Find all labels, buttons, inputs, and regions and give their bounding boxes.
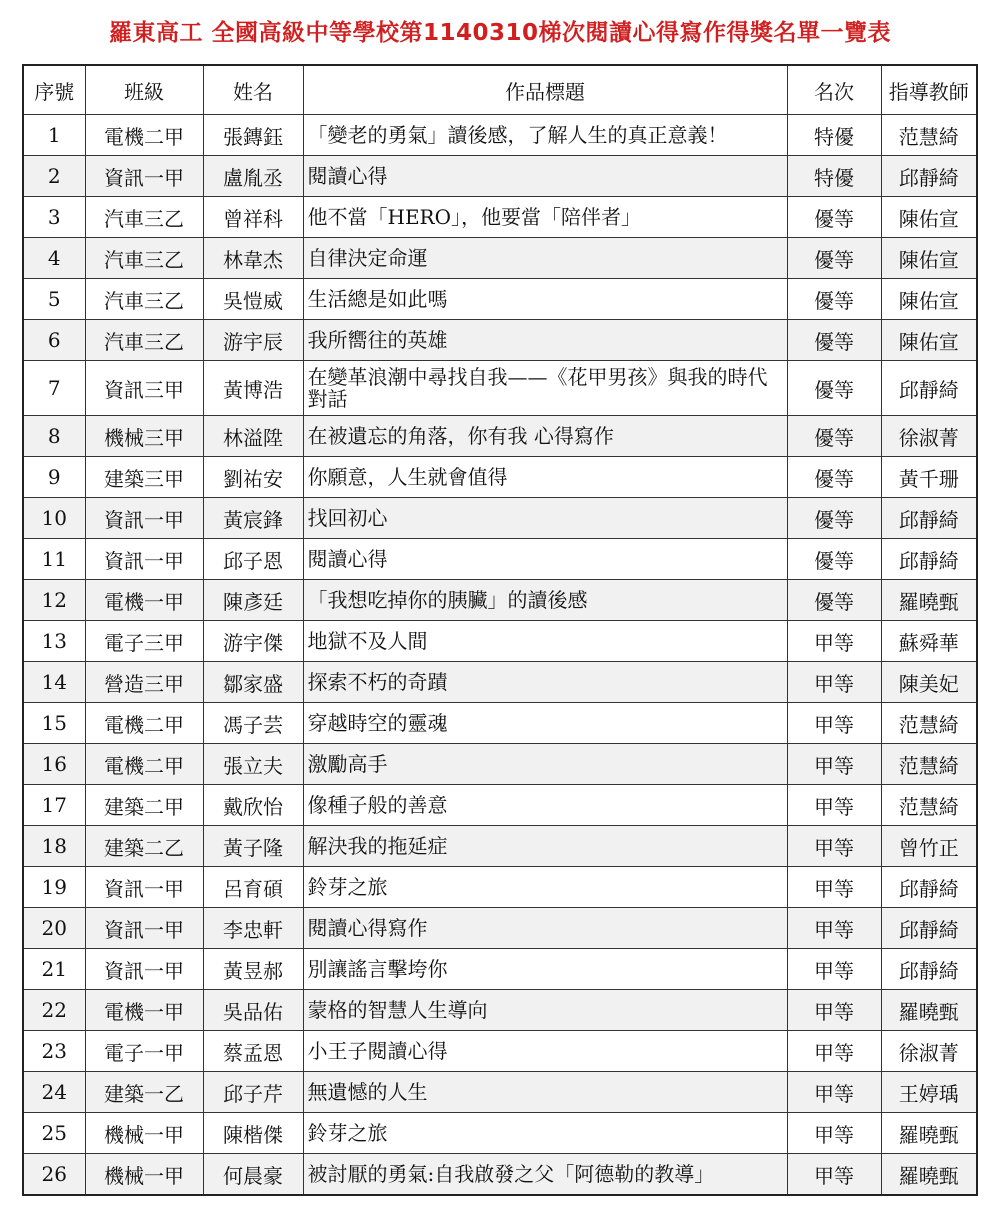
cell-rank: 甲等: [787, 744, 881, 785]
table-row: [23, 1072, 977, 1113]
cell-no: 14: [23, 662, 85, 703]
cell-name: 馮子芸: [203, 703, 303, 744]
cell-work-title: 在被遺忘的角落，你有我 心得寫作: [303, 416, 787, 457]
cell-class: 資訊一甲: [85, 949, 203, 990]
header-work-title: 作品標題: [303, 65, 787, 115]
cell-work-title: 閱讀心得: [303, 539, 787, 580]
cell-no: 6: [23, 320, 85, 361]
table-row: [23, 279, 977, 320]
cell-rank: 優等: [787, 320, 881, 361]
table-row: [23, 662, 977, 703]
cell-work-title: 穿越時空的靈魂: [303, 703, 787, 744]
cell-name: 何晨豪: [203, 1154, 303, 1196]
cell-name: 邱子恩: [203, 539, 303, 580]
cell-name: 吳品佑: [203, 990, 303, 1031]
cell-rank: 甲等: [787, 990, 881, 1031]
table-row: [23, 867, 977, 908]
cell-class: 資訊一甲: [85, 156, 203, 197]
cell-name: 陳彥廷: [203, 580, 303, 621]
cell-rank: 甲等: [787, 703, 881, 744]
cell-teacher: 邱靜綺: [881, 361, 977, 416]
header-class: 班級: [85, 65, 203, 115]
cell-class: 汽車三乙: [85, 238, 203, 279]
table-row: [23, 115, 977, 156]
cell-rank: 優等: [787, 498, 881, 539]
table-row: [23, 990, 977, 1031]
cell-name: 黃昱郝: [203, 949, 303, 990]
table-row: [23, 826, 977, 867]
cell-name: 黃宸鋒: [203, 498, 303, 539]
header-teacher: 指導教師: [881, 65, 977, 115]
cell-rank: 甲等: [787, 662, 881, 703]
cell-teacher: 邱靜綺: [881, 867, 977, 908]
cell-work-title: 探索不朽的奇蹟: [303, 662, 787, 703]
table-row: [23, 156, 977, 197]
table-row: [23, 1113, 977, 1154]
cell-teacher: 陳佑宣: [881, 197, 977, 238]
cell-no: 13: [23, 621, 85, 662]
cell-teacher: 蘇舜華: [881, 621, 977, 662]
cell-teacher: 陳佑宣: [881, 238, 977, 279]
table-row: [23, 785, 977, 826]
table-row: [23, 197, 977, 238]
cell-no: 12: [23, 580, 85, 621]
cell-class: 建築三甲: [85, 457, 203, 498]
cell-rank: 優等: [787, 457, 881, 498]
cell-class: 營造三甲: [85, 662, 203, 703]
cell-work-title: 被討厭的勇氣:自我啟發之父「阿德勒的教導」: [303, 1154, 787, 1196]
cell-no: 20: [23, 908, 85, 949]
table-row: [23, 361, 977, 416]
cell-teacher: 范慧綺: [881, 115, 977, 156]
cell-rank: 特優: [787, 156, 881, 197]
table-row: [23, 1154, 977, 1196]
cell-class: 資訊一甲: [85, 867, 203, 908]
cell-work-title: 生活總是如此嗎: [303, 279, 787, 320]
cell-no: 7: [23, 361, 85, 416]
cell-teacher: 邱靜綺: [881, 498, 977, 539]
cell-name: 呂育碩: [203, 867, 303, 908]
cell-work-title: 地獄不及人間: [303, 621, 787, 662]
cell-no: 17: [23, 785, 85, 826]
cell-teacher: 范慧綺: [881, 744, 977, 785]
cell-class: 電機一甲: [85, 990, 203, 1031]
cell-teacher: 陳佑宣: [881, 320, 977, 361]
cell-work-title: 他不當「HERO」，他要當「陪伴者」: [303, 197, 787, 238]
cell-no: 3: [23, 197, 85, 238]
cell-name: 林溢陞: [203, 416, 303, 457]
cell-no: 22: [23, 990, 85, 1031]
cell-class: 電子一甲: [85, 1031, 203, 1072]
cell-class: 汽車三乙: [85, 320, 203, 361]
cell-teacher: 羅曉甄: [881, 580, 977, 621]
cell-rank: 甲等: [787, 867, 881, 908]
cell-teacher: 邱靜綺: [881, 908, 977, 949]
cell-teacher: 邱靜綺: [881, 539, 977, 580]
cell-rank: 優等: [787, 539, 881, 580]
table-row: [23, 498, 977, 539]
cell-class: 建築二甲: [85, 785, 203, 826]
cell-teacher: 邱靜綺: [881, 156, 977, 197]
cell-no: 1: [23, 115, 85, 156]
cell-work-title: 鈴芽之旅: [303, 867, 787, 908]
cell-rank: 甲等: [787, 1113, 881, 1154]
cell-name: 吳愷威: [203, 279, 303, 320]
cell-name: 曾祥科: [203, 197, 303, 238]
cell-no: 16: [23, 744, 85, 785]
cell-teacher: 王婷瑀: [881, 1072, 977, 1113]
cell-rank: 甲等: [787, 908, 881, 949]
cell-name: 游宇傑: [203, 621, 303, 662]
cell-rank: 甲等: [787, 785, 881, 826]
cell-name: 林韋杰: [203, 238, 303, 279]
cell-name: 邱子芹: [203, 1072, 303, 1113]
table-row: [23, 703, 977, 744]
header-rank: 名次: [787, 65, 881, 115]
cell-teacher: 羅曉甄: [881, 1154, 977, 1196]
cell-no: 18: [23, 826, 85, 867]
cell-name: 李忠軒: [203, 908, 303, 949]
cell-rank: 甲等: [787, 621, 881, 662]
cell-no: 15: [23, 703, 85, 744]
cell-work-title: 小王子閱讀心得: [303, 1031, 787, 1072]
cell-work-title: 你願意，人生就會值得: [303, 457, 787, 498]
cell-no: 5: [23, 279, 85, 320]
cell-class: 資訊一甲: [85, 908, 203, 949]
cell-no: 23: [23, 1031, 85, 1072]
cell-work-title: 解決我的拖延症: [303, 826, 787, 867]
cell-work-title: 閱讀心得: [303, 156, 787, 197]
header-name: 姓名: [203, 65, 303, 115]
cell-rank: 優等: [787, 197, 881, 238]
cell-class: 電機二甲: [85, 744, 203, 785]
table-row: [23, 580, 977, 621]
cell-teacher: 羅曉甄: [881, 1113, 977, 1154]
cell-name: 黃子隆: [203, 826, 303, 867]
cell-name: 張鏄鈺: [203, 115, 303, 156]
cell-teacher: 范慧綺: [881, 785, 977, 826]
cell-work-title: 別讓謠言擊垮你: [303, 949, 787, 990]
cell-work-title: 自律決定命運: [303, 238, 787, 279]
cell-teacher: 陳美妃: [881, 662, 977, 703]
cell-work-title: 「變老的勇氣」讀後感，了解人生的真正意義！: [303, 115, 787, 156]
cell-rank: 甲等: [787, 949, 881, 990]
table-row: [23, 320, 977, 361]
table-row: [23, 1031, 977, 1072]
cell-no: 24: [23, 1072, 85, 1113]
cell-class: 建築二乙: [85, 826, 203, 867]
cell-rank: 甲等: [787, 1031, 881, 1072]
table-body: [23, 115, 977, 1196]
page-title: 羅東高工 全國高級中等學校第1140310梯次閱讀心得寫作得獎名單一覽表: [108, 20, 892, 46]
award-list-table: [22, 64, 978, 1196]
cell-name: 蔡孟恩: [203, 1031, 303, 1072]
cell-no: 25: [23, 1113, 85, 1154]
cell-name: 張立夫: [203, 744, 303, 785]
table-row: [23, 238, 977, 279]
cell-class: 電機一甲: [85, 580, 203, 621]
cell-name: 黃博浩: [203, 361, 303, 416]
cell-work-title: 我所嚮往的英雄: [303, 320, 787, 361]
cell-no: 11: [23, 539, 85, 580]
cell-class: 機械一甲: [85, 1154, 203, 1196]
cell-name: 劉祐安: [203, 457, 303, 498]
header-row: [23, 65, 977, 115]
cell-rank: 優等: [787, 238, 881, 279]
cell-name: 游宇辰: [203, 320, 303, 361]
cell-teacher: 陳佑宣: [881, 279, 977, 320]
table-row: [23, 744, 977, 785]
header-no: 序號: [23, 65, 85, 115]
cell-class: 機械一甲: [85, 1113, 203, 1154]
cell-work-title: 激勵高手: [303, 744, 787, 785]
cell-name: 盧胤丞: [203, 156, 303, 197]
cell-class: 資訊一甲: [85, 498, 203, 539]
cell-no: 2: [23, 156, 85, 197]
cell-rank: 特優: [787, 115, 881, 156]
cell-class: 汽車三乙: [85, 197, 203, 238]
cell-name: 戴欣怡: [203, 785, 303, 826]
cell-class: 電機二甲: [85, 703, 203, 744]
cell-no: 9: [23, 457, 85, 498]
cell-class: 電機二甲: [85, 115, 203, 156]
cell-rank: 優等: [787, 580, 881, 621]
cell-teacher: 范慧綺: [881, 703, 977, 744]
cell-teacher: 黃千珊: [881, 457, 977, 498]
cell-rank: 優等: [787, 361, 881, 416]
cell-rank: 甲等: [787, 1154, 881, 1196]
cell-class: 電子三甲: [85, 621, 203, 662]
table-row: [23, 621, 977, 662]
cell-teacher: 徐淑菁: [881, 1031, 977, 1072]
cell-work-title: 像種子般的善意: [303, 785, 787, 826]
cell-work-title: 「我想吃掉你的胰臟」的讀後感: [303, 580, 787, 621]
cell-no: 4: [23, 238, 85, 279]
table-row: [23, 457, 977, 498]
cell-work-title: 蒙格的智慧人生導向: [303, 990, 787, 1031]
cell-name: 鄒家盛: [203, 662, 303, 703]
table-header: [23, 65, 977, 115]
cell-class: 資訊三甲: [85, 361, 203, 416]
cell-work-title: 找回初心: [303, 498, 787, 539]
cell-class: 資訊一甲: [85, 539, 203, 580]
cell-rank: 甲等: [787, 826, 881, 867]
cell-work-title: 閱讀心得寫作: [303, 908, 787, 949]
cell-no: 8: [23, 416, 85, 457]
cell-no: 21: [23, 949, 85, 990]
cell-rank: 甲等: [787, 1072, 881, 1113]
cell-teacher: 羅曉甄: [881, 990, 977, 1031]
cell-class: 機械三甲: [85, 416, 203, 457]
table-row: [23, 908, 977, 949]
cell-no: 10: [23, 498, 85, 539]
cell-class: 汽車三乙: [85, 279, 203, 320]
cell-work-title: 鈴芽之旅: [303, 1113, 787, 1154]
cell-rank: 優等: [787, 279, 881, 320]
table-row: [23, 949, 977, 990]
cell-no: 26: [23, 1154, 85, 1196]
table-row: [23, 416, 977, 457]
cell-teacher: 邱靜綺: [881, 949, 977, 990]
cell-work-title: 無遺憾的人生: [303, 1072, 787, 1113]
cell-no: 19: [23, 867, 85, 908]
cell-work-title: 在變革浪潮中尋找自我——《花甲男孩》與我的時代對話: [303, 361, 787, 416]
cell-teacher: 曾竹正: [881, 826, 977, 867]
cell-class: 建築一乙: [85, 1072, 203, 1113]
cell-name: 陳楷傑: [203, 1113, 303, 1154]
table-row: [23, 539, 977, 580]
cell-rank: 優等: [787, 416, 881, 457]
cell-teacher: 徐淑菁: [881, 416, 977, 457]
